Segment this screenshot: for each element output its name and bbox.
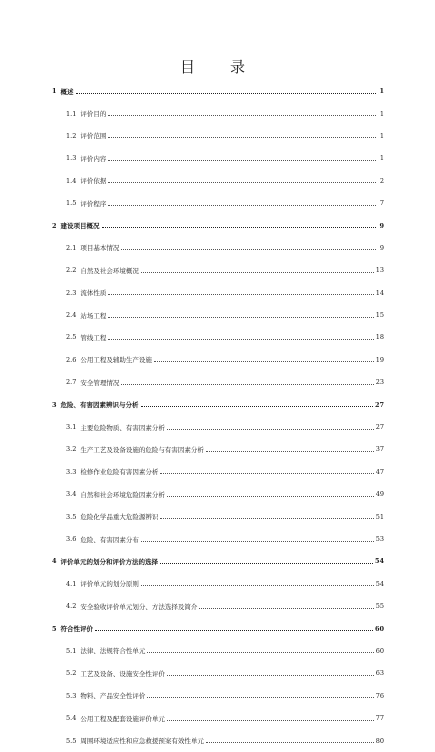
dot-leader	[108, 115, 376, 116]
table-of-contents	[52, 80, 384, 752]
toc-section-entry[interactable]	[52, 461, 384, 483]
toc-page-number: 60	[375, 646, 384, 655]
toc-entry-title: 安全管理情况	[80, 378, 120, 387]
dot-leader	[95, 630, 373, 631]
toc-section-entry[interactable]	[52, 371, 384, 393]
toc-section-entry[interactable]	[52, 573, 384, 595]
toc-section-entry[interactable]	[52, 505, 384, 527]
toc-entry-title: 项目基本情况	[80, 244, 120, 253]
dot-leader	[102, 227, 376, 228]
toc-page-number: 2	[379, 176, 384, 185]
toc-entry-number: 2.1	[66, 243, 77, 252]
dot-leader	[108, 294, 373, 295]
toc-section-entry[interactable]	[52, 170, 384, 192]
toc-entry-title: 评价依据	[80, 177, 107, 186]
toc-entry-number: 1.4	[66, 176, 77, 185]
toc-entry-number: 3	[52, 400, 57, 409]
toc-section-entry[interactable]	[52, 662, 384, 684]
toc-page-number: 60	[374, 624, 384, 633]
dot-leader	[167, 720, 374, 721]
toc-section-entry[interactable]	[52, 707, 384, 729]
dot-leader	[167, 675, 374, 676]
dot-leader	[108, 160, 376, 161]
toc-entry-number: 1.5	[66, 199, 77, 208]
page-title: 目 录	[179, 58, 255, 77]
toc-page-number: 54	[374, 557, 384, 566]
toc-entry-number: 2.4	[66, 311, 77, 320]
toc-entry-title: 危险、有害因素分布	[80, 535, 139, 544]
toc-page-number: 1	[379, 87, 384, 96]
toc-entry-title: 建设项目概况	[60, 222, 100, 231]
toc-entry-number: 3.5	[66, 512, 77, 521]
toc-page-number: 54	[375, 579, 384, 588]
toc-entry-number: 2.3	[66, 288, 77, 297]
dot-leader	[206, 451, 374, 452]
toc-section-entry[interactable]	[52, 729, 384, 751]
toc-section-entry[interactable]	[52, 483, 384, 505]
toc-page-number: 27	[374, 400, 384, 409]
toc-section-entry[interactable]	[52, 259, 384, 281]
toc-entry-number: 3.4	[66, 490, 77, 499]
toc-section-entry[interactable]	[52, 685, 384, 707]
dot-leader	[160, 473, 373, 474]
dot-leader	[167, 429, 374, 430]
toc-entry-number: 4	[52, 557, 57, 566]
dot-leader	[167, 496, 374, 497]
toc-entry-number: 5.2	[66, 669, 77, 678]
toc-section-entry[interactable]	[52, 416, 384, 438]
toc-page-number: 1	[379, 131, 384, 140]
dot-leader	[121, 249, 376, 250]
toc-page-number: 51	[375, 512, 384, 521]
dot-leader	[76, 93, 376, 94]
toc-entry-title: 公用工程及辅助生产设施	[80, 356, 152, 365]
dot-leader	[147, 652, 373, 653]
toc-section-entry[interactable]	[52, 640, 384, 662]
toc-entry-title: 安全验收评价单元划分、方法选择及简介	[80, 602, 198, 611]
toc-entry-title: 评价单元的划分和评价方法的选择	[60, 557, 159, 566]
dot-leader	[206, 742, 374, 743]
toc-page-number: 23	[375, 378, 384, 387]
toc-entry-title: 危险化学品重大危险源辨识	[80, 513, 159, 522]
toc-entry-number: 1.3	[66, 154, 77, 163]
toc-section-entry[interactable]	[52, 125, 384, 147]
toc-entry-title: 自然和社会环境危险因素分析	[80, 490, 165, 499]
toc-entry-title: 生产工艺及设备设施的危险与有害因素分析	[80, 445, 204, 454]
toc-page-number: 14	[375, 288, 384, 297]
toc-page-number: 7	[379, 199, 384, 208]
toc-entry-number: 2.2	[66, 266, 77, 275]
toc-page-number: 47	[375, 467, 384, 476]
toc-chapter-entry[interactable]	[52, 617, 384, 639]
toc-entry-number: 3.6	[66, 535, 77, 543]
toc-entry-number: 3.1	[66, 423, 77, 432]
toc-section-entry[interactable]	[52, 326, 384, 348]
toc-entry-number: 3.2	[66, 445, 77, 454]
toc-page-number: 37	[375, 445, 384, 454]
toc-section-entry[interactable]	[52, 282, 384, 304]
toc-entry-number: 5.1	[66, 646, 77, 655]
toc-page-number: 18	[375, 333, 384, 342]
dot-leader	[141, 406, 373, 407]
toc-entry-number: 5.3	[66, 691, 77, 700]
toc-page-number: 1	[379, 109, 384, 118]
dot-leader	[141, 585, 374, 586]
toc-entry-number: 2.5	[66, 333, 77, 342]
toc-page-number: 15	[375, 311, 384, 320]
toc-page-number: 9	[379, 243, 384, 252]
toc-entry-number: 1.2	[66, 131, 77, 140]
toc-chapter-entry[interactable]	[52, 550, 384, 572]
dot-leader	[121, 384, 373, 385]
toc-entry-number: 2	[52, 221, 57, 230]
dot-leader	[160, 563, 373, 564]
dot-leader	[141, 272, 374, 273]
toc-page-number: 77	[375, 714, 384, 723]
toc-entry-title: 工艺及设备、设施安全性评价	[80, 669, 165, 678]
dot-leader	[141, 541, 374, 542]
toc-page-number: 80	[375, 736, 384, 745]
toc-page-number: 13	[375, 266, 384, 275]
dot-leader	[108, 339, 373, 340]
dot-leader	[160, 518, 373, 519]
toc-entry-title: 评价目的	[80, 110, 107, 119]
toc-page-number: 9	[379, 221, 384, 230]
toc-section-entry[interactable]	[52, 147, 384, 169]
toc-entry-number: 2.6	[66, 355, 77, 364]
toc-entry-number: 5.5	[66, 736, 77, 745]
toc-section-entry[interactable]	[52, 237, 384, 259]
toc-entry-title: 物料、产品安全性评价	[80, 692, 146, 701]
dot-leader	[108, 182, 376, 183]
toc-entry-title: 概述	[60, 87, 74, 96]
toc-page-number: 1	[379, 154, 384, 163]
dot-leader	[108, 137, 376, 138]
toc-chapter-entry[interactable]	[52, 80, 384, 102]
toc-entry-number: 4.1	[66, 579, 77, 588]
toc-entry-number: 1	[52, 87, 57, 96]
toc-chapter-entry[interactable]	[52, 393, 384, 415]
toc-section-entry[interactable]	[52, 102, 384, 124]
toc-page-number: 49	[375, 490, 384, 499]
toc-entry-title: 评价范围	[80, 132, 107, 141]
toc-page-number: 63	[375, 669, 384, 678]
toc-entry-number: 5	[52, 624, 57, 633]
toc-section-entry[interactable]	[52, 528, 384, 550]
dot-leader	[154, 361, 374, 362]
toc-page-number: 53	[375, 535, 384, 543]
toc-page-number: 55	[375, 602, 384, 611]
toc-entry-title: 主要危险物质、有害因素分析	[80, 423, 165, 432]
toc-page-number: 27	[375, 423, 384, 432]
toc-section-entry[interactable]	[52, 438, 384, 460]
dot-leader	[147, 697, 373, 698]
toc-entry-title: 流体性质	[80, 289, 107, 298]
toc-entry-title: 法律、法规符合性单元	[80, 647, 146, 656]
toc-entry-title: 危险、有害因素辨识与分析	[60, 401, 139, 410]
toc-entry-title: 评价程序	[80, 199, 107, 208]
toc-entry-title: 周围环境适应性和应急救援预案有效性单元	[80, 737, 204, 746]
toc-entry-number: 3.3	[66, 467, 77, 476]
toc-entry-title: 评价单元的划分原则	[80, 580, 139, 589]
toc-page-number: 76	[375, 691, 384, 700]
toc-entry-number: 5.4	[66, 714, 77, 723]
toc-section-entry[interactable]	[52, 349, 384, 371]
toc-entry-number: 1.1	[66, 109, 77, 118]
dot-leader	[199, 608, 373, 609]
toc-entry-title: 公用工程及配套设施评价单元	[80, 714, 165, 723]
toc-entry-title: 评价内容	[80, 154, 107, 163]
toc-entry-number: 2.7	[66, 378, 77, 387]
toc-section-entry[interactable]	[52, 192, 384, 214]
toc-entry-title: 管线工程	[80, 333, 107, 342]
toc-entry-title: 自然及社会环境概况	[80, 266, 139, 275]
toc-chapter-entry[interactable]	[52, 214, 384, 236]
toc-section-entry[interactable]	[52, 304, 384, 326]
toc-entry-title: 检修作业危险有害因素分析	[80, 468, 159, 477]
toc-section-entry[interactable]	[52, 595, 384, 617]
toc-entry-number: 4.2	[66, 602, 77, 611]
toc-entry-title: 符合性评价	[60, 625, 94, 634]
toc-entry-title: 站场工程	[80, 311, 107, 320]
toc-page-number: 19	[375, 355, 384, 364]
dot-leader	[108, 317, 373, 318]
dot-leader	[108, 205, 376, 206]
